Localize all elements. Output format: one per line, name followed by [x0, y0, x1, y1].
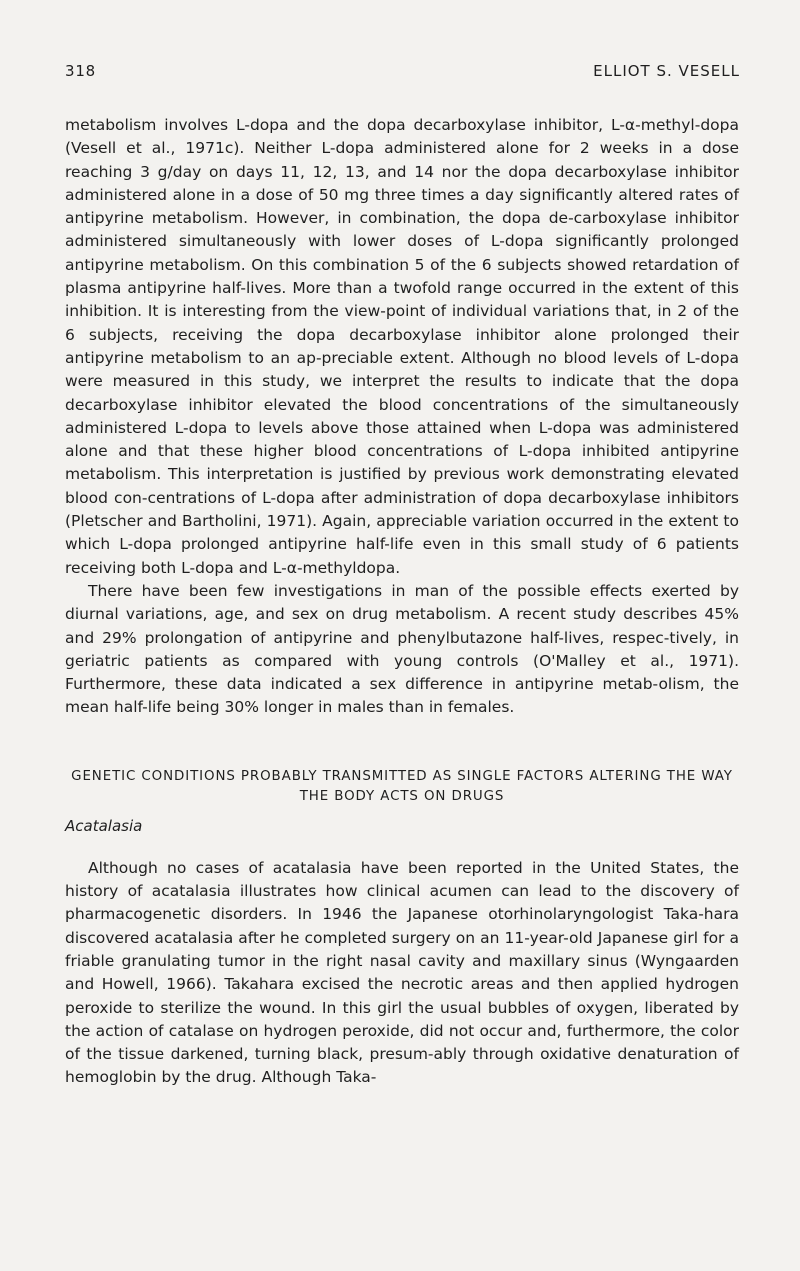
- main-text: [65, 114, 739, 1090]
- subheading-acatalasia: Acatalasia: [65, 816, 143, 835]
- page-number: 318: [65, 62, 97, 80]
- page-header: [65, 62, 740, 84]
- section-heading: GENETIC CONDITIONS PROBABLY TRANSMITTED AS SINGLE FACTORS ALTERING THE WAY THE BODY ACTS ON DRUGS: [71, 768, 733, 804]
- body-paragraph-demographics: There have been few investigations in man of the possible effects exerted by diurnal variations, age, and sex on drug metabolism. A recent study describes 45% and 29% prolongation of antipyrine and phenylbutazone half-lives, respec-tively, in geriatric patients as compared with young controls (O'Malley et al., 1971). Furthermore, these data indicated a sex difference in antipyrine metab-olism, the mean half-life being 30% longer in males than in females.: [65, 581, 739, 717]
- running-head: ELLIOT S. VESELL: [593, 62, 740, 80]
- body-paragraph-acatalasia: Although no cases of acatalasia have been reported in the United States, the history of acatalasia illustrates how clinical acumen can lead to the discovery of pharmacogenetic disorders. In 1946 the Japanese otorhinolaryngologist Taka-hara discovered acatalasia after he completed surgery on an 11-year-old Japanese girl for a friable granulating tumor in the right nasal cavity and maxillary sinus (Wyngaarden and Howell, 1966). Takahara excised the necrotic areas and then applied hydrogen peroxide to sterilize the wound. In this girl the usual bubbles of oxygen, liberated by the action of catalase on hydrogen peroxide, did not occur and, furthermore, the color of the tissue darkened, turning black, presum-ably through oxidative denaturation of hemoglobin by the drug. Although Taka-: [65, 858, 739, 1087]
- body-paragraph-continued: metabolism involves L-dopa and the dopa decarboxylase inhibitor, L-α-methyl-dopa (Vesell et al., 1971c). Neither L-dopa administered alone for 2 weeks in a dose reaching 3 g/day on days 11, 12, 13, and 14 nor the dopa decarboxylase inhibitor administered alone in a dose of 50 mg three times a day significantly altered rates of antipyrine metabolism. However, in combination, the dopa de-carboxylase inhibitor administered simultaneously with lower doses of L-dopa significantly prolonged antipyrine metabolism. On this combination 5 of the 6 subjects showed retardation of plasma antipyrine half-lives. More than a twofold range occurred in the extent of this inhibition. It is interesting from the view-point of individual variations that, in 2 of the 6 subjects, receiving the dopa decarboxylase inhibitor alone prolonged their antipyrine metabolism to an ap-preciable extent. Although no blood levels of L-dopa were measured in this study, we interpret the results to indicate that the dopa decarboxylase inhibitor elevated the blood concentrations of the simultaneously administered L-dopa to levels above those attained when L-dopa was administered alone and that these higher blood concentrations of L-dopa inhibited antipyrine metabolism. This interpretation is justified by previous work demonstrating elevated blood con-centrations of L-dopa after administration of dopa decarboxylase inhibitors (Pletscher and Bartholini, 1971). Again, appreciable variation occurred in the extent to which L-dopa prolonged antipyrine half-life even in this small study of 6 patients receiving both L-dopa and L-α-methyldopa.: [65, 116, 739, 577]
